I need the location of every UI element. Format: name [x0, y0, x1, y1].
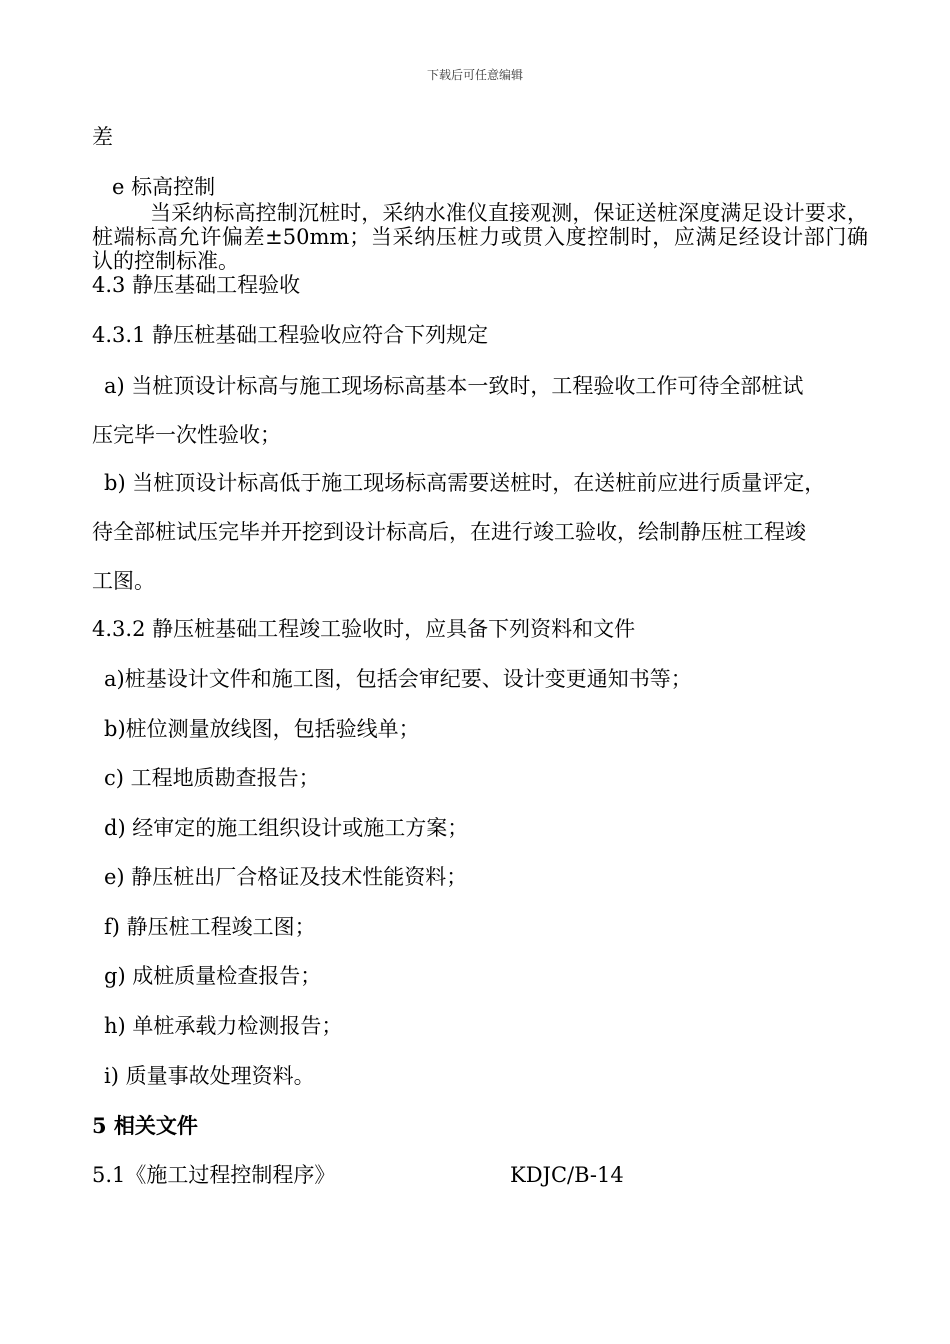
list-item: c) 工程地质勘查报告；: [104, 766, 320, 790]
reference-code: KDJC/B-14: [510, 1163, 624, 1187]
clause-b-line-2: 待全部桩试压完毕并开挖到设计标高后，在进行竣工验收，绘制静压桩工程竣: [92, 520, 806, 544]
list-item: g) 成桩质量检查报告；: [104, 964, 322, 988]
reference-title: 5.1《施工过程控制程序》: [92, 1163, 336, 1187]
subheading-e: e 标高控制: [112, 175, 216, 199]
list-item: h) 单桩承载力检测报告；: [104, 1014, 343, 1038]
clause-a-line-2: 压完毕一次性验收；: [92, 423, 281, 447]
list-item: a)桩基设计文件和施工图，包括会审纪要、设计变更通知书等；: [104, 667, 692, 691]
section-heading-5: 5 相关文件: [92, 1113, 198, 1138]
paragraph-elevation-control: 当采纳标高控制沉桩时，采纳水准仪直接观测，保证送桩深度满足设计要求，桩端标高允许偏差±50mm；当采纳压桩力或贯入度控制时，应满足经设计部门确认的控制标准。: [92, 201, 868, 273]
clause-a-line-1: a) 当桩顶设计标高与施工现场标高基本一致时，工程验收工作可待全部桩试: [104, 374, 804, 398]
list-item: e) 静压桩出厂合格证及技术性能资料；: [104, 865, 468, 889]
section-heading-4-3-2: 4.3.2 静压桩基础工程竣工验收时，应具备下列资料和文件: [92, 617, 636, 641]
list-item: f) 静压桩工程竣工图；: [104, 915, 316, 939]
clause-b-line-1: b) 当桩顶设计标高低于施工现场标高需要送桩时，在送桩前应进行质量评定，: [104, 471, 826, 495]
text-line-cha: 差: [92, 125, 113, 149]
clause-b-line-3: 工图。: [92, 569, 155, 593]
section-heading-4-3: 4.3 静压基础工程验收: [92, 273, 301, 297]
list-item: i) 质量事故处理资料。: [104, 1064, 315, 1088]
list-item: b)桩位测量放线图，包括验线单；: [104, 717, 420, 741]
section-heading-4-3-1: 4.3.1 静压桩基础工程验收应符合下列规定: [92, 323, 489, 347]
list-item: d) 经审定的施工组织设计或施工方案；: [104, 816, 469, 840]
page-header: 下载后可任意编辑: [426, 68, 523, 82]
